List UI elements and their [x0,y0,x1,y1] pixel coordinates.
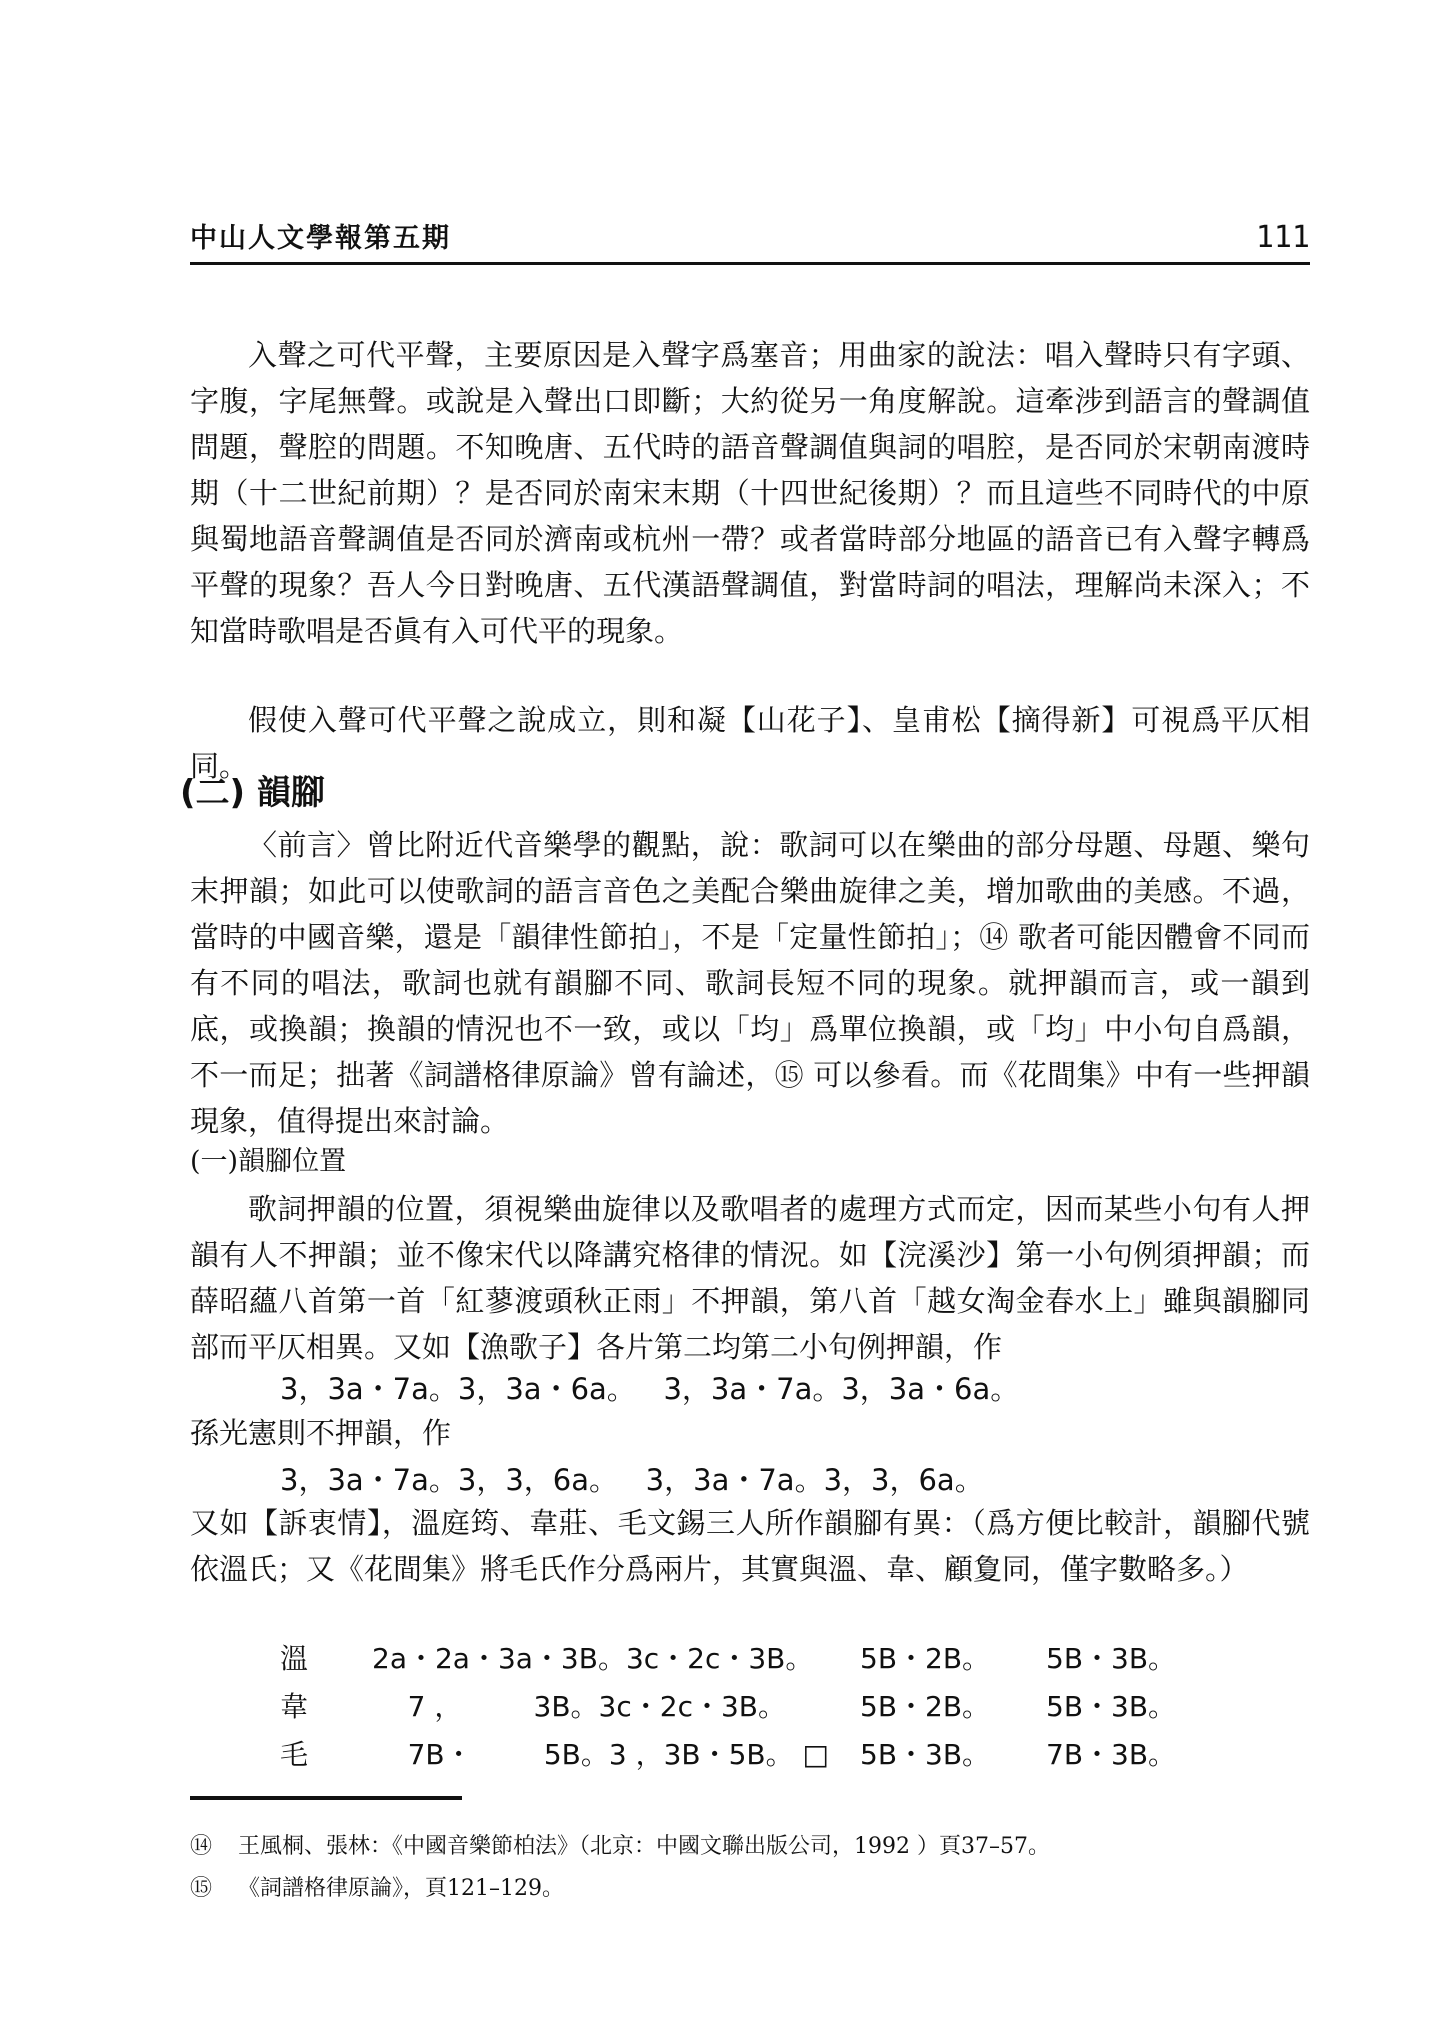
scheme-third: 7B・3B。 [1046,1738,1177,1771]
rhyme-scheme-sun: 3，3a・7a。3，3，6a。 3，3a・7a。3，3，6a。 [280,1463,984,1497]
paragraph-suzhongqing [190,1500,1310,1592]
journal-title: 中山人文學報第五期 [190,223,451,254]
paragraph-text: 又如【訴衷情】，溫庭筠、韋莊、毛文錫三人所作韻腳有異：（爲方便比較計，韻腳代號依溫氏；又《花間集》將毛氏作分爲兩片，其實與溫、韋、顧夐同，僅字數略多。） [190,1506,1310,1586]
subsection-heading: (一)韻腳位置 [190,1146,347,1177]
paragraph-text: 〈前言〉曾比附近代音樂學的觀點，說：歌詞可以在樂曲的部分母題、母題、樂句末押韻；如此可以使歌詞的語言音色之美配合樂曲旋律之美，增加歌曲的美感。不過，當時的中國音樂，還是「韻律性節拍」，不是「定量性節拍」；⑭ 歌者可能因體會不同而有不同的唱法，歌詞也就有韻腳不同、歌詞長短不同的現象。就押韻而言，或一韻到底，或換韻；換韻的情況也不一致，或以「均」爲單位換韻，或「均」中小句自爲韻，不一而足；拙著《詞譜格律原論》曾有論述，⑮ 可以參看。而《花間集》中有一些押韻現象，值得提出來討論。 [190,828,1310,1138]
paragraph-rhyme-position [190,1186,1310,1370]
footnotes [190,1826,1050,1910]
footnote-mark: ⑭ [190,1834,213,1859]
section-title: (二) 韻腳 [180,773,325,813]
scheme-third: 5B・3B。 [1046,1690,1177,1723]
scheme-second: 5B・2B。 [860,1642,991,1675]
scheme-second: 5B・2B。 [860,1690,991,1723]
paragraph-tone-conclusion [190,697,1310,789]
paragraph-entering-tone [190,332,1310,654]
scheme-second: 5B・3B。 [860,1738,991,1771]
footnote-text: 王風桐、張林：《中國音樂節柏法》（北京：中國文聯出版公司，1992 ）頁37–57。 [238,1834,1050,1859]
running-header [190,215,1310,261]
paragraph-text: 歌詞押韻的位置，須視樂曲旋律以及歌唱者的處理方式而定，因而某些小句有人押韻有人不押韻；並不像宋代以降講究格律的情況。如【浣溪沙】第一小句例須押韻；而薛昭蘊八首第一首「紅蓼渡頭秋正雨」不押韻，第八首「越女淘金春水上」雖與韻腳同部而平仄相異。又如【漁歌子】各片第二均第二小句例押韻，作 [190,1192,1310,1364]
scheme-third: 5B・3B。 [1046,1642,1177,1675]
header-rule [190,262,1310,265]
footnote-14 [190,1826,1050,1868]
footnote-15 [190,1868,1050,1910]
scheme-first: 2a・2a・3a・3B。3c・2c・3B。 [372,1642,814,1675]
footnote-text: 《詞譜格律原論》，頁121–129。 [238,1876,564,1901]
text-line-sun: 孫光憲則不押韻，作 [190,1416,452,1450]
poet-name: 溫 [280,1642,309,1675]
scheme-first: 7 ， 3B。3c・2c・3B。 [372,1690,786,1723]
scheme-first: 7B・ 5B。3 ，3B・5B。 □ [372,1738,829,1771]
page-number: 111 [1255,220,1310,255]
rhyme-scheme-yugezi: 3，3a・7a。3，3a・6a。 3，3a・7a。3，3a・6a。 [280,1372,1020,1406]
paragraph-text: 入聲之可代平聲，主要原因是入聲字爲塞音；用曲家的說法：唱入聲時只有字頭、字腹，字尾無聲。或說是入聲出口即斷；大約從另一角度解說。這牽涉到語言的聲調值問題，聲腔的問題。不知晚唐、五代時的語音聲調值與詞的唱腔，是否同於宋朝南渡時期（十二世紀前期）？是否同於南宋末期（十四世紀後期）？而且這些不同時代的中原與蜀地語音聲調值是否同於濟南或杭州一帶？或者當時部分地區的語音已有入聲字轉爲平聲的現象？吾人今日對晚唐、五代漢語聲調值，對當時詞的唱法，理解尚未深入；不知當時歌唱是否眞有入可代平的現象。 [190,338,1310,648]
footnote-rule [190,1796,462,1800]
footnote-mark: ⑮ [190,1876,213,1901]
poet-name: 毛 [280,1738,309,1771]
paragraph-preface [190,822,1310,1144]
poet-name: 韋 [280,1690,309,1723]
paragraph-text: 假使入聲可代平聲之說成立，則和凝【山花子】、皇甫松【摘得新】可視爲平仄相同。 [190,703,1310,783]
